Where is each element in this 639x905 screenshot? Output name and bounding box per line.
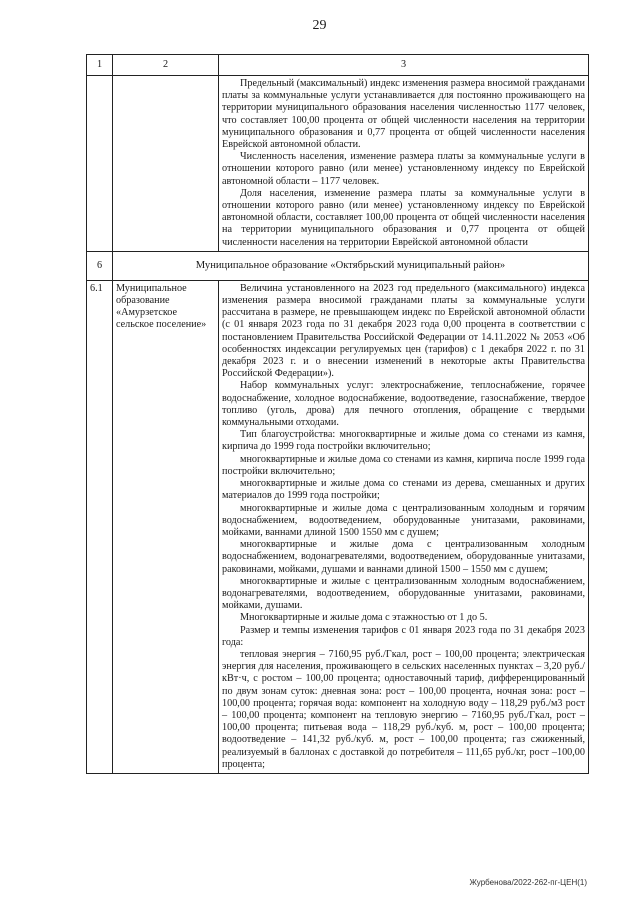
continuation-text-cell bbox=[219, 76, 589, 252]
footer-code: Журбенова/2022-262-пг-ЦЕН(1) bbox=[469, 878, 587, 887]
continuation-org-cell bbox=[113, 76, 219, 252]
paragraph: многоквартирные и жилые дома с централизованным холодным и горячим водоснабжением, водоотведением, оборудованные унитазами, раковинами, мойками, ваннами длиной 1500 1550 мм с душем; bbox=[222, 502, 585, 538]
paragraph: многоквартирные и жилые дома с централизованным холодным водоснабжением, водонагревателями, водоотведением, оборудованные унитазами, раковинами, мойками, душами и ваннами длиной 1500 – 1550 мм с душем; bbox=[222, 539, 585, 575]
continuation-row bbox=[87, 76, 589, 252]
page-number: 29 bbox=[312, 18, 327, 33]
paragraph: Доля населения, изменение размера платы за коммунальные услуги в отношении которого равно (или менее) установленному индексу по Еврейской автономной области, составляет 100,00 процента от общей численности населения на территории муниципального образования и 0,77 процента от общей численности населения на территории Еврейской автономной области bbox=[222, 187, 585, 248]
paragraph: многоквартирные и жилые с централизованным холодным водоснабжением, водонагревателями, водоотведением, оборудованные унитазами, раковинами, мойками, душами. bbox=[222, 575, 585, 612]
paragraph: Предельный (максимальный) индекс изменения размера вносимой гражданами платы за коммунальные услуги устанавливается для постоянно проживающего на территории муниципального образования населения численностью 1177 человек, что составляет 100,00 процента от общей численности населения на территории муниципального образования и 0,77 процента от общей численности населения Еврейской автономной области. bbox=[222, 78, 585, 151]
row-text-cell bbox=[219, 280, 589, 773]
paragraph: Многоквартирные и жилые дома с этажностью от 1 до 5. bbox=[240, 612, 488, 624]
org-name: Муниципальное образование «Амурзетское сельское поселение» bbox=[113, 280, 219, 773]
section-row bbox=[87, 251, 589, 280]
paragraph: многоквартирные и жилые дома со стенами из дерева, смешанных и других материалов до 1999 года постройки; bbox=[222, 478, 585, 502]
row-number: 6.1 bbox=[87, 280, 113, 773]
paragraph: тепловая энергия – 7160,95 руб./Гкал, рост – 100,00 процента; электрическая энергия для населения, проживающего в сельских населенных пунктах – 3,20 руб./кВт·ч, с ростом – 100,00 процента; одноставочный тариф, дифференцированный по двум зонам суток: дневная зона: рост – 100,00 процента, ночная зона: рост – 100,00 процента; горячая вода: компонент на холодную воду – 118,29 руб./м3 рост – 100,00 процента; компонент на тепловую энергию – 7160,95 руб./Гкал, рост – 100,00 процента; питьевая вода – 118,29 руб./куб. м, рост – 100,00 процента; водоотведение – 141,32 руб./куб. м, рост – 100,00 процента; газ сжиженный, реализуемый в баллонах с доставкой до потребителя – 111,65 руб./кг, рост –100,00 процента; bbox=[222, 648, 585, 770]
paragraph: Величина установленного на 2023 год предельного (максимального) индекса изменения размера вносимой гражданами платы за коммунальные услуги рассчитана в размере, не превышающем индекс по Еврейской автономной области (с 01 января 2023 года по 31 декабря 2023 года 0,00 процента в соответствии с постановлением Правительства Российской Федерации от 14.11.2022 № 2053 «Об особенностях индексации регулируемых цен (тарифов) с 1 декабря 2022 г. по 31 декабря 2023 г. и о внесении изменений в некоторые акты Правительства Российской Федерации»). bbox=[222, 282, 585, 380]
tariff-table bbox=[86, 54, 589, 774]
header-cell-2: 2 bbox=[113, 55, 219, 76]
section-title: Муниципальное образование «Октябрьский муниципальный район» bbox=[113, 251, 589, 280]
paragraph: Тип благоустройства: многоквартирные и жилые дома со стенами из камня, кирпича до 1999 года постройки включительно; bbox=[222, 429, 585, 453]
paragraph: многоквартирные и жилые дома со стенами из камня, кирпича после 1999 года постройки включительно; bbox=[222, 453, 585, 477]
header-cell-3: 3 bbox=[219, 55, 589, 76]
header-cell-1: 1 bbox=[87, 55, 113, 76]
table-row bbox=[87, 280, 589, 773]
paragraph: Размер и темпы изменения тарифов с 01 января 2023 года по 31 декабря 2023 года: bbox=[222, 624, 585, 648]
continuation-number-cell bbox=[87, 76, 113, 252]
paragraph: Набор коммунальных услуг: электроснабжение, теплоснабжение, горячее водоснабжение, холодное водоснабжение, водоотведение, газоснабжение, твердое топливо (уголь, дрова) для печного отопления, обращение с твердыми коммунальными отходами. bbox=[222, 380, 585, 429]
table-header-row bbox=[87, 55, 589, 76]
paragraph: Численность населения, изменение размера платы за коммунальные услуги в отношении которого равно (или менее) установленному индексу по Еврейской автономной области – 1177 человек. bbox=[222, 151, 585, 187]
section-number: 6 bbox=[87, 251, 113, 280]
